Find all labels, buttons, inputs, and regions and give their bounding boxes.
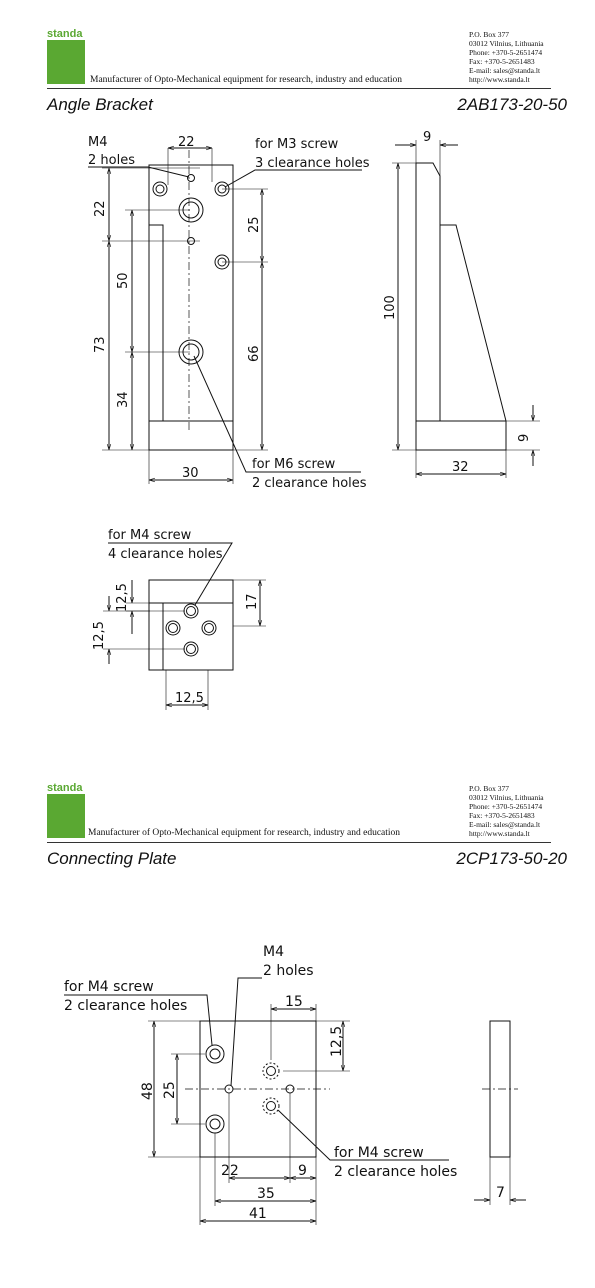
- dim-12-5-a: 12,5: [115, 583, 130, 612]
- dim-9: 9: [298, 1163, 307, 1179]
- dim-73: 73: [93, 336, 108, 353]
- dim-22: 22: [221, 1163, 239, 1179]
- contact-line: P.O. Box 377: [469, 784, 510, 793]
- contact-line: Phone: +370-5-2651474: [469, 802, 543, 811]
- brand-logo-text: standa: [47, 782, 83, 794]
- drawing-title: Angle Bracket: [47, 95, 153, 114]
- drawing-code: 2CP173-50-20: [456, 849, 567, 868]
- label-m4: M4: [263, 944, 284, 960]
- dim-side-base: 32: [452, 460, 469, 475]
- dim-bottom-width: 30: [182, 466, 199, 481]
- contact-line: http://www.standa.lt: [469, 829, 530, 838]
- contact-line: E-mail: sales@standa.lt: [469, 820, 541, 829]
- dim-25: 25: [247, 216, 262, 233]
- dim-15: 15: [285, 994, 303, 1010]
- contact-line: P.O. Box 377: [469, 30, 510, 39]
- dim-12-5: 12,5: [329, 1025, 345, 1057]
- label-m6-screw: for M6 screw: [252, 457, 336, 472]
- tagline: Manufacturer of Opto-Mechanical equipment for research, industry and education: [90, 75, 403, 85]
- dim-22: 22: [93, 200, 108, 217]
- label-m4-screw-a: for M4 screw: [64, 979, 154, 995]
- contact-line: 03012 Vilnius, Lithuania: [469, 793, 544, 802]
- bracket-side-view: [392, 140, 540, 478]
- dim-34: 34: [116, 391, 131, 408]
- contact-line: E-mail: sales@standa.lt: [469, 66, 541, 75]
- label-m4-holes: 2 holes: [88, 153, 135, 168]
- bracket-front-view: [88, 148, 362, 484]
- dim-66: 66: [247, 345, 262, 362]
- label-m4-screw-b-holes: 2 clearance holes: [334, 1164, 458, 1180]
- dim-12-5-c: 12,5: [175, 691, 204, 706]
- dim-25: 25: [162, 1081, 178, 1099]
- label-m4-screw-b: for M4 screw: [334, 1145, 424, 1161]
- dim-top-width: 22: [178, 135, 195, 150]
- label-m3-screw: for M3 screw: [255, 137, 339, 152]
- label-m6-holes: 2 clearance holes: [252, 476, 367, 491]
- label-m3-holes: 3 clearance holes: [255, 156, 370, 171]
- dim-50: 50: [116, 272, 131, 289]
- label-m4-screw-a-holes: 2 clearance holes: [64, 998, 188, 1014]
- contact-line: 03012 Vilnius, Lithuania: [469, 39, 544, 48]
- hole: [153, 182, 167, 196]
- dim-thickness: 7: [496, 1185, 505, 1201]
- bracket-bottom-view: [103, 543, 266, 710]
- contact-line: http://www.standa.lt: [469, 75, 530, 84]
- bracket-rib: [149, 225, 163, 421]
- plate-side-view: [474, 1021, 526, 1205]
- bracket-outline: [149, 165, 233, 450]
- label-m4-screw: for M4 screw: [108, 528, 192, 543]
- dim-side-foot: 9: [517, 433, 532, 442]
- dim-12-5-b: 12,5: [92, 621, 107, 650]
- drawing-code: 2AB173-20-50: [457, 95, 567, 114]
- brand-logo-text: standa: [47, 28, 83, 40]
- drawing-title: Connecting Plate: [47, 849, 177, 868]
- dim-35: 35: [257, 1186, 275, 1202]
- label-m4-holes: 2 holes: [263, 963, 314, 979]
- dim-side-top: 9: [423, 130, 432, 145]
- dim-41: 41: [249, 1206, 267, 1222]
- dim-side-height: 100: [383, 295, 398, 320]
- hole: [188, 175, 195, 182]
- label-m4-screw-holes: 4 clearance holes: [108, 547, 223, 562]
- contact-line: Fax: +370-5-2651483: [469, 57, 535, 66]
- dim-48: 48: [140, 1082, 156, 1100]
- contact-line: Phone: +370-5-2651474: [469, 48, 543, 57]
- label-m4: M4: [88, 135, 108, 150]
- contact-line: Fax: +370-5-2651483: [469, 811, 535, 820]
- tagline: Manufacturer of Opto-Mechanical equipment for research, industry and education: [88, 828, 401, 838]
- dim-17: 17: [245, 593, 260, 610]
